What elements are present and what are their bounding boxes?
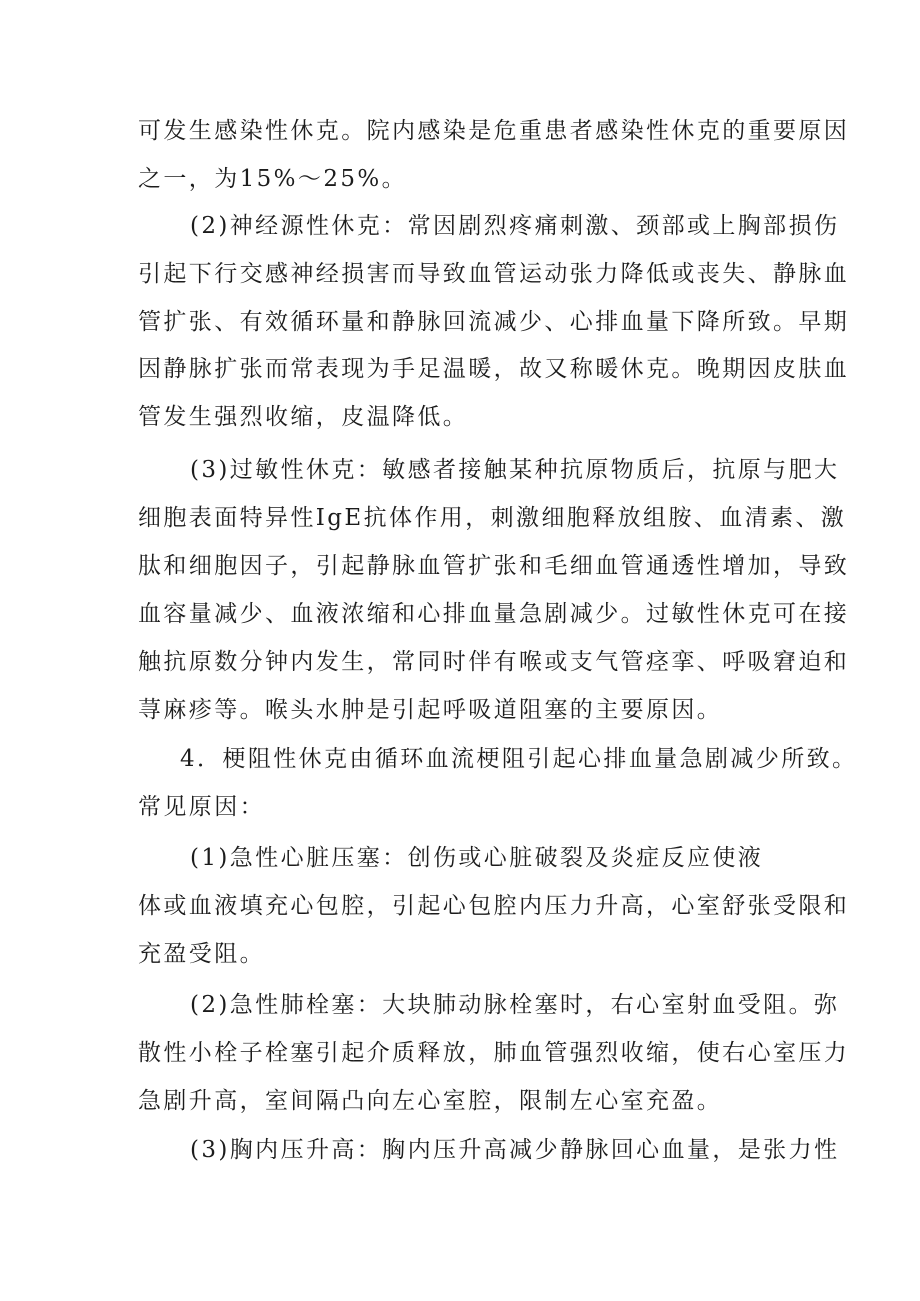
text-line: 血容量减少、血液浓缩和心排血量急剧减少。过敏性休克可在接 — [138, 601, 850, 627]
text-line: 常见原因： — [138, 794, 265, 820]
text-line: 体或血液填充心包腔，引起心包腔内压力升高，心室舒张受限和 — [138, 893, 850, 919]
text-line: (3)过敏性休克：敏感者接触某种抗原物质后，抗原与肥大 — [190, 457, 840, 483]
text-line: 荨麻疹等。喉头水肿是引起呼吸道阻塞的主要原因。 — [138, 697, 723, 723]
text-line: (1)急性心脏压塞：创伤或心脏破裂及炎症反应使液 — [190, 845, 764, 871]
text-line: 管发生强烈收缩，皮温降低。 — [138, 404, 469, 430]
text-line: 4．梗阻性休克由循环血流梗阻引起心排血量急剧减少所致。 — [180, 746, 858, 772]
text-line: 触抗原数分钟内发生，常同时伴有喉或支气管痉挛、呼吸窘迫和 — [138, 649, 850, 675]
text-line: 肽和细胞因子，引起静脉血管扩张和毛细血管通透性增加，导致 — [138, 553, 850, 579]
text-line: 因静脉扩张而常表现为手足温暖，故又称暖休克。晚期因皮肤血 — [138, 356, 850, 382]
text-line: 急剧升高，室间隔凸向左心室腔，限制左心室充盈。 — [138, 1088, 723, 1114]
text-line: (2)急性肺栓塞：大块肺动脉栓塞时，右心室射血受阻。弥 — [190, 992, 840, 1018]
text-line: 细胞表面特异性IgE抗体作用，刺激细胞释放组胺、血清素、激 — [138, 505, 847, 531]
text-line: (2)神经源性休克：常因剧烈疼痛刺激、颈部或上胸部损伤 — [190, 213, 840, 239]
text-line: 之一，为15%～25%。 — [138, 166, 408, 192]
text-line: 管扩张、有效循环量和静脉回流减少、心排血量下降所致。早期 — [138, 309, 850, 335]
text-line: 引起下行交感神经损害而导致血管运动张力降低或丧失、静脉血 — [138, 261, 850, 287]
text-line: 充盈受阻。 — [138, 941, 265, 967]
text-line: (3)胸内压升高：胸内压升高减少静脉回心血量，是张力性 — [190, 1137, 840, 1163]
text-line: 散性小栓子栓塞引起介质释放，肺血管强烈收缩，使右心室压力 — [138, 1040, 850, 1066]
text-line: 可发生感染性休克。院内感染是危重患者感染性休克的重要原因 — [138, 118, 850, 144]
